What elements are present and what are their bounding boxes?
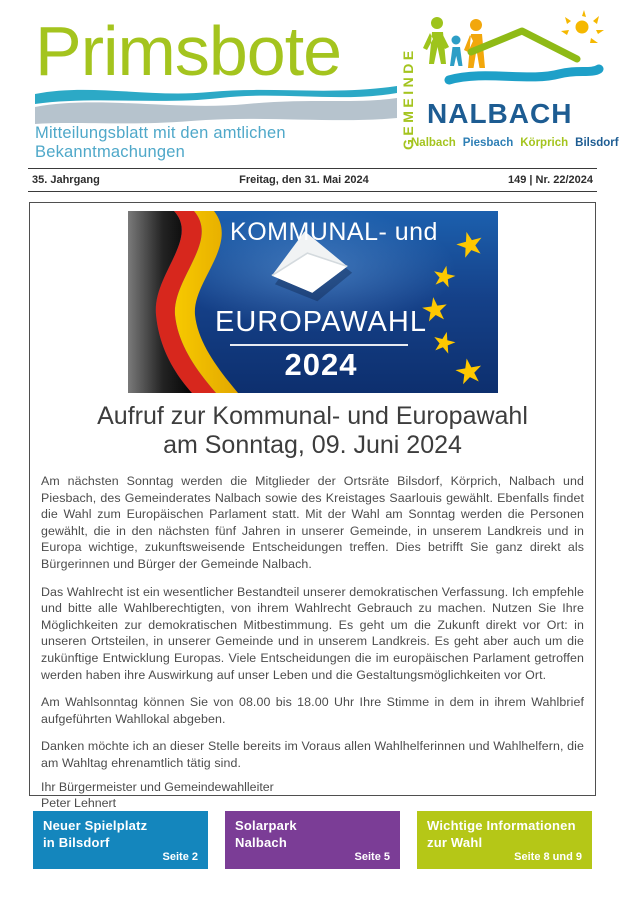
teaser-title-line2: zur Wahl bbox=[427, 834, 483, 850]
signature-role: Ihr Bürgermeister und Gemeindewahlleiter bbox=[41, 779, 274, 794]
teaser-row bbox=[33, 811, 592, 869]
district-koerprich: Körprich bbox=[520, 137, 569, 149]
teaser-spielplatz bbox=[33, 811, 208, 869]
teaser-page-ref: Seite 2 bbox=[162, 851, 198, 863]
article-paragraph: Am nächsten Sonntag werden die Mitglieder der Ortsräte Bilsdorf, Körprich, Nalbach und Piesbach, des Gemeinderates Nalbach sowie des Kreistages Saarlouis gewählt. Ebenfalls findet die Wahl zum Europäischen Parlament statt. Mit der Wahl am Sonntag werden die Personen gewählt, die in den nächsten fünf Jahren in unserer Gemeinde, in unserem Landkreis und in Europa wichtige, zukunftsweisende Entscheidungen treffen. Dies betrifft Sie ganz direkt als Bürgerinnen und Bürger der Gemeinde Nalbach. bbox=[41, 474, 584, 571]
teaser-title-line1: Neuer Spielplatz bbox=[43, 818, 148, 833]
article-paragraph: Danken möchte ich an dieser Stelle bereits im Voraus allen Wahlhelferinnen und Wahlhelfern, die am Wahltag ehrenamtlich tätig sind. bbox=[41, 739, 584, 770]
article-headline bbox=[41, 402, 584, 460]
teaser-wahlinfo bbox=[417, 811, 592, 869]
teaser-page-ref: Seite 5 bbox=[354, 851, 390, 863]
municipality-logo bbox=[399, 10, 619, 162]
masthead bbox=[0, 0, 625, 168]
teaser-title-line1: Wichtige Informationen bbox=[427, 818, 576, 833]
front-article bbox=[29, 202, 596, 810]
banner-title-line2: EUROPAWAHL bbox=[215, 306, 427, 338]
issue-bar bbox=[28, 168, 597, 192]
wave-icon bbox=[449, 69, 599, 80]
hill-icon bbox=[471, 31, 577, 59]
district-names bbox=[411, 137, 626, 149]
teaser-title-line2: Nalbach bbox=[235, 834, 287, 850]
signature-block bbox=[41, 779, 584, 811]
publication-subtitle: Mitteilungsblatt mit den amtlichen Bekanntmachungen bbox=[35, 123, 286, 161]
teaser-solarpark bbox=[225, 811, 400, 869]
teaser-title-line2: in Bilsdorf bbox=[43, 834, 110, 850]
election-banner bbox=[128, 211, 498, 393]
teaser-page-ref: Seite 8 und 9 bbox=[514, 851, 582, 863]
publication-title: Primsbote bbox=[35, 12, 342, 90]
district-nalbach: Nalbach bbox=[411, 137, 456, 149]
district-bilsdorf: Bilsdorf bbox=[575, 137, 619, 149]
nalbach-wordmark: NALBACH bbox=[427, 98, 573, 129]
volume-label: 35. Jahrgang bbox=[32, 174, 100, 186]
district-piesbach: Piesbach bbox=[462, 137, 514, 149]
banner-year: 2024 bbox=[284, 347, 358, 382]
gemeinde-vertical-label: GEMEINDE bbox=[400, 47, 416, 150]
article-paragraph: Am Wahlsonntag können Sie von 08.00 bis 18.00 Uhr Ihre Stimme in dem in ihrem Wahlbrief aufgeführten Wahllokal abgeben. bbox=[41, 695, 584, 726]
banner-title-line1: KOMMUNAL- und bbox=[230, 218, 438, 246]
banner-divider bbox=[230, 344, 408, 346]
issue-date: Freitag, den 31. Mai 2024 bbox=[239, 174, 369, 186]
municipality-emblem-icon bbox=[419, 14, 605, 98]
sun-icon bbox=[561, 10, 604, 43]
signature-name: Peter Lehnert bbox=[41, 795, 117, 810]
headline-line2: am Sonntag, 09. Juni 2024 bbox=[163, 431, 462, 459]
teaser-title-line1: Solarpark bbox=[235, 818, 297, 833]
headline-line1: Aufruf zur Kommunal- und Europawahl bbox=[97, 402, 528, 430]
issue-number: 149 | Nr. 22/2024 bbox=[507, 174, 593, 186]
publication-logo bbox=[35, 12, 397, 162]
article-body bbox=[41, 473, 584, 772]
family-figures-icon bbox=[423, 17, 485, 68]
article-paragraph: Das Wahlrecht ist ein wesentlicher Bestandteil unserer demokratischen Verfassung. Ich empfehle und bitte alle Wahlberechtigten, von ihrem Wahlrecht Gebrauch zu machen. Nutzen Sie Ihre Möglichkeiten zur demokratischen Mitbestimmung. Es geht um die Zukunft direkt vor Ort: in unseren Ortsteilen, in unserer Gemeinde und in unserem Landkreis. Es geht aber auch um die zukünftige Entwicklung Europas. Viele Entscheidungen die im europäischen Parlament getroffen werden haben ihre Auswirkung auf unser Leben und die Gestaltungsmöglichkeiten vor Ort. bbox=[41, 584, 584, 682]
